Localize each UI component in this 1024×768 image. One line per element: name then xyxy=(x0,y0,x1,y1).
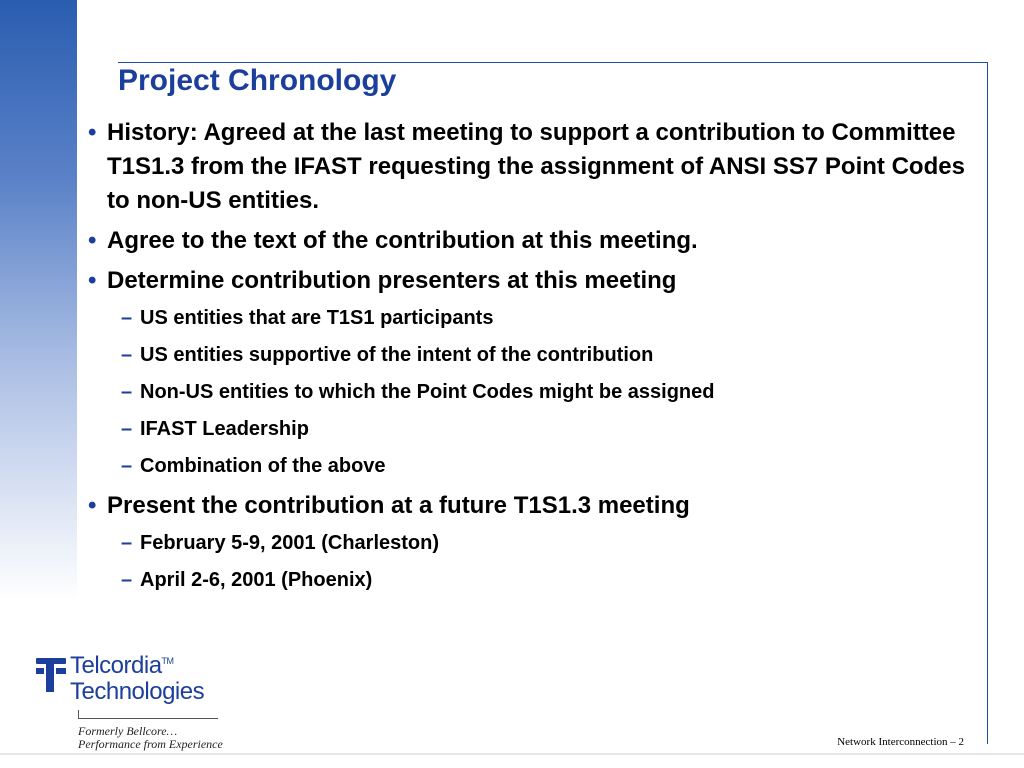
bullet-item xyxy=(88,264,968,480)
logo-name-line2: Technologies xyxy=(70,678,205,705)
bullet-item xyxy=(88,224,968,258)
bullet-marker: • xyxy=(88,227,97,254)
slide-footer: Network Interconnection – 2 xyxy=(837,736,964,748)
logo-tagline-performance: Performance from Experience xyxy=(78,737,223,751)
sub-bullet-text: US entities supportive of the intent of the contribution xyxy=(140,344,654,366)
bullet-marker: • xyxy=(88,492,97,519)
sub-bullet-marker: – xyxy=(121,344,133,366)
bullet-text: Agree to the text of the contribution at this meeting. xyxy=(107,227,698,254)
sub-bullet-text: Combination of the above xyxy=(140,455,386,477)
sub-bullet-text: Non-US entities to which the Point Codes might be assigned xyxy=(140,381,715,403)
frame-right-line xyxy=(987,62,988,744)
sub-bullet-text: US entities that are T1S1 participants xyxy=(140,307,494,329)
bullet-marker: • xyxy=(88,267,97,294)
logo-divider xyxy=(78,718,218,719)
logo-tagline-formerly: Formerly Bellcore… xyxy=(78,724,178,738)
sub-bullet-item xyxy=(107,415,968,443)
sub-bullet-marker: – xyxy=(121,569,133,591)
side-gradient-decoration xyxy=(0,0,77,600)
sub-bullet-item xyxy=(107,341,968,369)
slide-title: Project Chronology xyxy=(118,64,397,97)
sub-bullet-marker: – xyxy=(121,418,133,440)
bullet-text: History: Agreed at the last meeting to support a contribution to Committee T1S1.3 from the IFAST requesting the assignment of ANSI SS7 Point Codes to non-US entities. xyxy=(107,119,965,214)
telcordia-logo xyxy=(34,652,234,752)
logo-trademark: TM xyxy=(161,656,174,666)
sub-bullet-marker: – xyxy=(121,381,133,403)
sub-bullet-text: April 2-6, 2001 (Phoenix) xyxy=(140,569,373,591)
bullet-item xyxy=(88,489,968,594)
sub-bullet-item xyxy=(107,304,968,332)
sub-bullet-list xyxy=(107,304,968,480)
bullet-marker: • xyxy=(88,119,97,146)
bullet-list xyxy=(88,116,968,603)
logo-name: Telcordia xyxy=(70,652,162,679)
sub-bullet-marker: – xyxy=(121,307,133,329)
bottom-rule xyxy=(0,753,1024,755)
sub-bullet-marker: – xyxy=(121,455,133,477)
sub-bullet-item xyxy=(107,452,968,480)
sub-bullet-list xyxy=(107,529,968,594)
logo-name-line1 xyxy=(70,652,174,680)
sub-bullet-item xyxy=(107,378,968,406)
sub-bullet-text: February 5-9, 2001 (Charleston) xyxy=(140,532,439,554)
bullet-item xyxy=(88,116,968,218)
frame-top-line xyxy=(118,62,988,63)
telcordia-mark-icon xyxy=(34,656,68,696)
sub-bullet-marker: – xyxy=(121,532,133,554)
sub-bullet-item xyxy=(107,529,968,557)
sub-bullet-item xyxy=(107,566,968,594)
bullet-text: Determine contribution presenters at this meeting xyxy=(107,267,677,294)
bullet-text: Present the contribution at a future T1S1.3 meeting xyxy=(107,492,690,519)
sub-bullet-text: IFAST Leadership xyxy=(140,418,309,440)
